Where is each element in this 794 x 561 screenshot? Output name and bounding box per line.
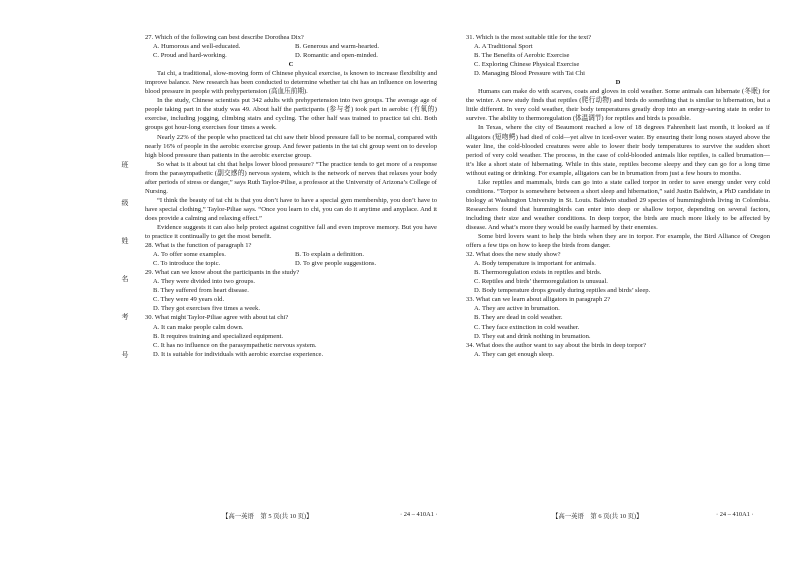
option-row bbox=[153, 259, 437, 268]
passage-paragraph: Nearly 22% of the people who practiced tai chi saw their blood pressure fall to be normal, compared with nearly 16% of people in the aerobic exercise group. And fewer patients in the tai chi group went on to develop high blood pressure than patients in the aerobic exercise group. bbox=[145, 133, 437, 159]
option: A. It can make people calm down. bbox=[153, 323, 244, 331]
option-row bbox=[153, 51, 437, 60]
right-page bbox=[466, 33, 770, 359]
option: A. They were divided into two groups. bbox=[153, 278, 256, 286]
option: B. It requires training and specialized equipment. bbox=[153, 332, 284, 340]
binding-label: 级 bbox=[121, 199, 129, 207]
option: D. Body temperature drops greatly during reptiles and birds’ sleep. bbox=[474, 287, 651, 295]
option: D. To give people suggestions. bbox=[295, 260, 377, 268]
passage-paragraph: Humans can make do with scarves, coats and gloves in cold weather. Some animals can hibernate (冬眠) for the winter. A new study finds that reptiles (爬行动物) and birds do something that is similar to hibernation, but a little different. In very cold weather, their body temperatures greatly drop into an energy-saving state in order to survive. The ability to thermoregulation (体温调节) for reptiles and birds is possible. bbox=[466, 88, 770, 123]
option: A. Humorous and well-educated. bbox=[153, 43, 241, 51]
option: A. They can get enough sleep. bbox=[474, 350, 554, 358]
binding-label: 名 bbox=[121, 275, 129, 283]
left-page bbox=[145, 33, 437, 359]
exam-code: · 24 – 410A1 · bbox=[400, 511, 438, 518]
passage-paragraph: Tai chi, a traditional, slow-moving form of Chinese physical exercise, is known to increase flexibility and improve balance. New research has been conducted to determine whether tai chi has an influence on lowering blood pressure in people with prehypertension (高血压前期). bbox=[145, 70, 437, 96]
option: B. They suffered from heart disease. bbox=[153, 287, 249, 295]
option: C. Exploring Chinese Physical Exercise bbox=[474, 61, 580, 69]
passage-paragraph: In the study, Chinese scientists put 342 adults with prehypertension into two groups. The average age of people taking part in the study was 49. About half the participants (参与者) took part in aerobic (有氧的) exercise, including jogging, climbing stairs and cycling. The other half was trained to practice tai chi. Both groups got hour-long exercises four times a week. bbox=[145, 97, 437, 132]
section-heading: C bbox=[288, 61, 294, 69]
option: B. The Benefits of Aerobic Exercise bbox=[474, 52, 570, 60]
question-stem: 32. What does the new study show? bbox=[466, 251, 561, 259]
binding-label: 考 bbox=[121, 313, 129, 321]
binding-label: 号 bbox=[121, 351, 129, 359]
question-stem: 34. What does the author want to say about the birds in deep torpor? bbox=[466, 341, 647, 349]
binding-label: 姓 bbox=[121, 237, 129, 245]
option: D. They eat and drink nothing in brumation. bbox=[474, 332, 591, 340]
question-stem: 29. What can we know about the participants in the study? bbox=[145, 269, 300, 277]
option: D. Managing Blood Pressure with Tai Chi bbox=[474, 70, 585, 78]
binding-label: 班 bbox=[121, 161, 129, 169]
option: B. To explain a definition. bbox=[295, 251, 365, 259]
option: B. Thermoregulation exists in reptiles and birds. bbox=[474, 269, 602, 277]
option: D. It is suitable for individuals with aerobic exercise experience. bbox=[153, 350, 324, 358]
option-row bbox=[153, 250, 437, 259]
option: B. They are dead in cold weather. bbox=[474, 314, 563, 322]
question-stem: 33. What can we learn about alligators in paragraph 2? bbox=[466, 296, 611, 304]
option: A. They are active in brumation. bbox=[474, 305, 560, 313]
option: D. Romantic and open-minded. bbox=[295, 52, 378, 60]
binding-margin bbox=[120, 160, 130, 360]
passage-paragraph: “I think the beauty of tai chi is that you don’t have to have a special gym membership, you don’t have to have special clothing,” Taylor-Piliae says. “Once you learn to chi, you can do it anytime and anyplace. And it does provide a calming and relaxing effect.” bbox=[145, 196, 437, 222]
option: C. Reptiles and birds’ thermoregulation is unusual. bbox=[474, 278, 608, 286]
option: A. Body temperature is important for animals. bbox=[474, 260, 596, 268]
question-stem: 28. What is the function of paragraph 1? bbox=[145, 242, 252, 250]
question-stem: 27. Which of the following can best describe Dorothea Dix? bbox=[145, 34, 304, 41]
page-footer: 【高一英语 第 6 页(共 10 页)】 bbox=[552, 513, 643, 520]
passage-paragraph: Evidence suggests it can also help protect against cognitive fall and even improve memory. But you have to practice it continually to get the most benefit. bbox=[145, 223, 437, 241]
option: C. Proud and hard-working. bbox=[153, 52, 227, 60]
question-stem: 31. Which is the most suitable title for the text? bbox=[466, 34, 592, 41]
option: B. Generous and warm-hearted. bbox=[295, 43, 380, 51]
option: C. It has no influence on the parasympathetic nervous system. bbox=[153, 341, 317, 349]
option: C. They face extinction in cold weather. bbox=[474, 323, 580, 331]
option: C. To introduce the topic. bbox=[153, 260, 221, 268]
option: C. They were 49 years old. bbox=[153, 296, 225, 304]
page-footer: 【高一英语 第 5 页(共 10 页)】 bbox=[222, 513, 313, 520]
option: D. They got exercises five times a week. bbox=[153, 305, 260, 313]
option: A. To offer some examples. bbox=[153, 251, 226, 259]
passage-paragraph: So what is it about tai chi that helps lower blood pressure? “The practice tends to get more of a response from the parasympathetic (副交感的) nervous system, which is the network of nerves that relaxes your body after periods of stress or danger,” says Ruth Taylor-Pilise, a professor at the University of Arizona’s College of Nursing. bbox=[145, 160, 437, 195]
passage-paragraph: Some bird lovers want to help the birds when they are in torpor. For example, the Bird Alliance of Oregon offers a few tips on how to keep the birds from danger. bbox=[466, 233, 770, 250]
section-heading: D bbox=[615, 79, 621, 87]
option: A. A Traditional Sport bbox=[474, 43, 533, 51]
passage-paragraph: Like reptiles and mammals, birds can go into a state called torpor in order to save energy under very cold conditions. “Torpor is somewhere between a short sleep and hibernation,” said Justin Baldwin, a PhD candidate in biology at Washington University in St. Louis. Baldwin studied 29 species of hummingbirds living in Colombia. Researchers found that hummingbirds can enter into deep or shallow torpor, depending on several factors, including their size and weather conditions. In deep torpor, the birds are much more likely to be affected by disease. And what’s more they would be easily harmed by their enemies. bbox=[466, 178, 770, 231]
option-row bbox=[153, 42, 437, 51]
exam-code: · 24 – 410A1 · bbox=[716, 511, 754, 518]
question-stem: 30. What might Taylor-Piliae agree with about tai chi? bbox=[145, 314, 289, 322]
passage-paragraph: In Texas, where the city of Beaumont reached a low of 18 degrees Fahrenheit last month, it looked as if alligators (短吻鳄) had died of cold—yet alive in iced-over water. By ensuring their long noses stayed above the water line, the cold-blooded creatures were able to lower their body temperatures to survive the sudden short period of very cold weather. The process, in the case of cold-blooded animals like reptiles, is called brumation—it’s like a short state of hibernating. While in this state, reptiles become sleepy and they can go for a long time without eating or drinking. For example, alligators can be in brumation from just a few hours to months. bbox=[466, 124, 770, 177]
